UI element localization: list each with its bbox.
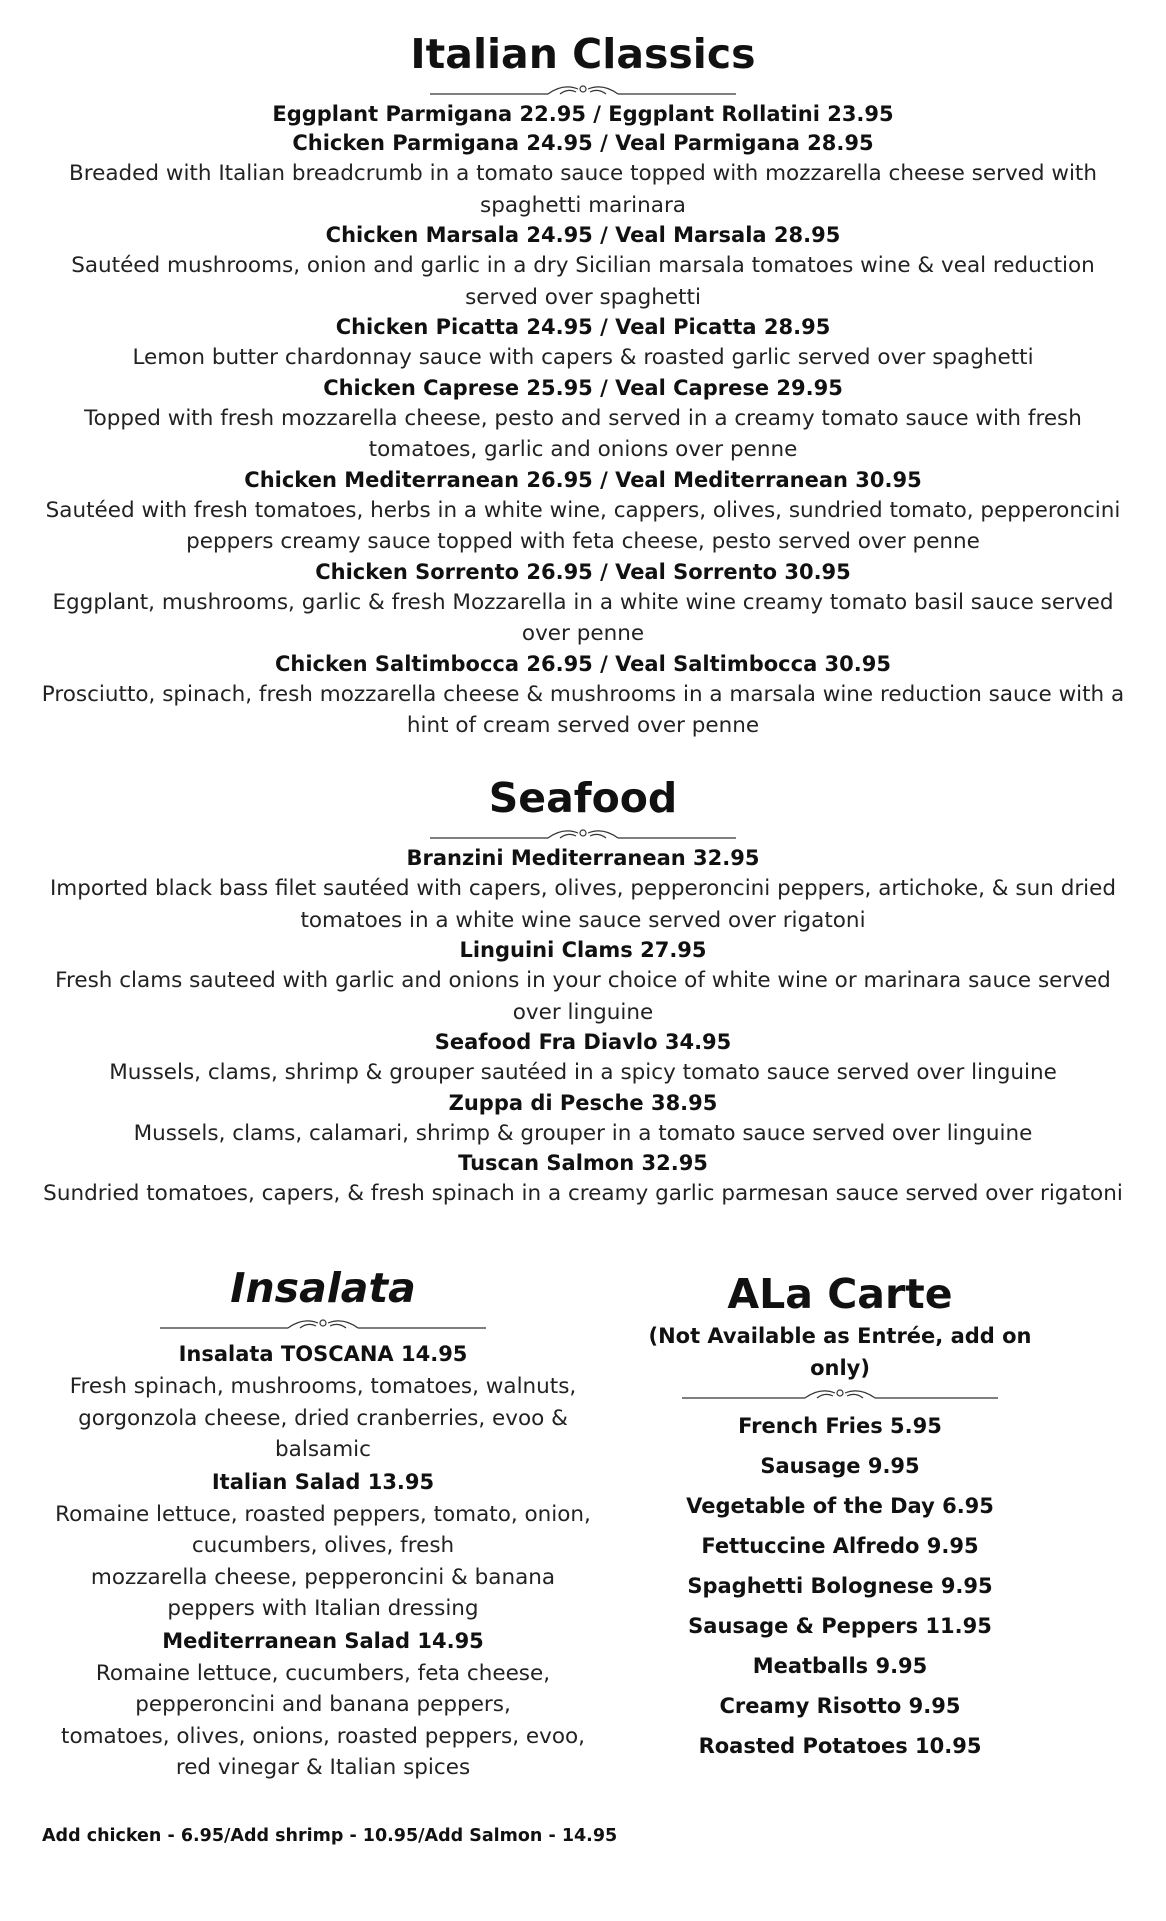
- menu-item-description: Sautéed with fresh tomatoes, herbs in a white wine, cappers, olives, sundried tomato, pepperoncini peppers creamy sauce topped with feta cheese, pesto served over penne: [45, 497, 1121, 554]
- ala-carte-item: Sausage 9.95: [760, 1454, 920, 1478]
- menu-item-name: Italian Salad 13.95: [211, 1469, 435, 1494]
- menu-item-name: Chicken Sorrento 26.95 / Veal Sorrento 30.95: [315, 559, 851, 584]
- menu-item-name: Chicken Saltimbocca 26.95 / Veal Saltimbocca 30.95: [275, 651, 891, 676]
- ala-carte-item: Meatballs 9.95: [752, 1654, 928, 1678]
- menu-item-name: Insalata TOSCANA 14.95: [178, 1342, 468, 1366]
- ala-carte-item: Spaghetti Bolognese 9.95: [687, 1574, 993, 1598]
- menu-item-description: Mussels, clams, calamari, shrimp & grouper in a tomato sauce served over linguine: [133, 1120, 1033, 1146]
- menu-item-name: Zuppa di Pesche 38.95: [448, 1090, 718, 1115]
- menu-item-description: Fresh clams sauteed with garlic and onions in your choice of white wine or marinara sauce served over linguine: [55, 968, 1111, 1025]
- menu-item-description-line: tomatoes, olives, onions, roasted peppers, evoo,: [61, 1723, 585, 1749]
- menu-item-description: Imported black bass filet sautéed with capers, olives, pepperoncini peppers, artichoke, & sun dried tomatoes in a white wine sauce served over rigatoni: [49, 876, 1117, 933]
- ala-carte-section: [620, 1268, 1060, 1766]
- menu-item-description-line: Romaine lettuce, roasted peppers, tomato, onion,: [55, 1501, 591, 1527]
- menu-item-name: Seafood Fra Diavlo 34.95: [434, 1030, 732, 1054]
- menu-item-description-line: gorgonzola cheese, dried cranberries, evoo &: [78, 1405, 568, 1431]
- ornament-divider-icon: [158, 1314, 488, 1334]
- menu-item-name: Branzini Mediterranean 32.95: [406, 846, 760, 870]
- menu-item-description-line: pepperoncini and banana peppers,: [135, 1692, 511, 1717]
- ala-carte-title: ALa Carte: [727, 1270, 953, 1318]
- insalata-title: Insalata: [230, 1264, 416, 1312]
- ala-carte-item: French Fries 5.95: [738, 1414, 942, 1438]
- menu-item-description: Sautéed mushrooms, onion and garlic in a dry Sicilian marsala tomatoes wine & veal reduction served over spaghetti: [71, 253, 1095, 310]
- italian-classics-title: Italian Classics: [410, 30, 756, 78]
- menu-item-name: Tuscan Salmon 32.95: [458, 1151, 708, 1175]
- menu-item-name: Chicken Caprese 25.95 / Veal Caprese 29.95: [323, 375, 843, 400]
- ornament-divider-icon: [428, 824, 738, 844]
- addons-footer: Add chicken - 6.95/Add shrimp - 10.95/Add Salmon - 14.95: [42, 1826, 618, 1846]
- menu-item-name: Chicken Marsala 24.95 / Veal Marsala 28.95: [325, 223, 841, 247]
- item-list: [620, 1406, 1060, 1766]
- menu-item-name: Linguini Clams 27.95: [459, 938, 707, 962]
- menu-item-name: Chicken Mediterranean 26.95 / Veal Mediterranean 30.95: [244, 467, 922, 492]
- menu-item-description-line: Fresh spinach, mushrooms, tomatoes, walnuts,: [69, 1374, 577, 1399]
- menu-item-name: Chicken Parmigana 24.95 / Veal Parmigana 28.95: [292, 131, 874, 155]
- ala-carte-subtitle: (Not Available as Entrée, add on only): [648, 1324, 1032, 1380]
- menu-item-description-line: cucumbers, olives, fresh: [191, 1533, 455, 1558]
- ala-carte-item: Creamy Risotto 9.95: [719, 1694, 961, 1718]
- menu-item-description-line: mozzarella cheese, pepperoncini & banana: [90, 1564, 556, 1590]
- menu-item-description: Prosciutto, spinach, fresh mozzarella cheese & mushrooms in a marsala wine reduction sauce with a hint of cream served over penne: [41, 681, 1125, 738]
- menu-item-name: Eggplant Parmigana 22.95 / Eggplant Rollatini 23.95: [272, 102, 894, 126]
- ala-carte-item: Fettuccine Alfredo 9.95: [701, 1534, 979, 1558]
- menu-item-description-line: peppers with Italian dressing: [167, 1596, 479, 1621]
- insalata-section: [28, 1262, 618, 1784]
- ala-carte-item: Vegetable of the Day 6.95: [686, 1494, 994, 1518]
- menu-item-description: Lemon butter chardonnay sauce with capers & roasted garlic served over spaghetti: [132, 345, 1034, 370]
- item-list: [28, 1338, 618, 1784]
- item-list: [0, 844, 1166, 1210]
- menu-item-description: Sundried tomatoes, capers, & fresh spinach in a creamy garlic parmesan sauce served over rigatoni: [43, 1181, 1123, 1206]
- menu-item-name: Mediterranean Salad 14.95: [162, 1628, 484, 1653]
- menu-item-description: Mussels, clams, shrimp & grouper sautéed in a spicy tomato sauce served over linguine: [109, 1060, 1057, 1085]
- menu-item-description: Breaded with Italian breadcrumb in a tomato sauce topped with mozzarella cheese served with spaghetti marinara: [69, 161, 1097, 218]
- menu-item-description-line: red vinegar & Italian spices: [175, 1755, 471, 1780]
- menu-item-description-line: Romaine lettuce, cucumbers, feta cheese,: [95, 1660, 551, 1686]
- ornament-divider-icon: [680, 1384, 1000, 1404]
- menu-item-name: Chicken Picatta 24.95 / Veal Picatta 28.95: [335, 315, 831, 339]
- menu-item-description: Eggplant, mushrooms, garlic & fresh Mozzarella in a white wine creamy tomato basil sauce served over penne: [52, 589, 1114, 646]
- seafood-section: [0, 772, 1166, 1210]
- ala-carte-item: Roasted Potatoes 10.95: [698, 1734, 982, 1758]
- item-list: [0, 100, 1166, 742]
- ala-carte-item: Sausage & Peppers 11.95: [688, 1614, 992, 1638]
- ornament-divider-icon: [428, 80, 738, 100]
- menu-item-description: Topped with fresh mozzarella cheese, pesto and served in a creamy tomato sauce with fresh tomatoes, garlic and onions over penne: [84, 405, 1082, 462]
- menu-item-description-line: balsamic: [275, 1437, 371, 1462]
- italian-classics-section: [0, 28, 1166, 742]
- seafood-title: Seafood: [488, 774, 678, 822]
